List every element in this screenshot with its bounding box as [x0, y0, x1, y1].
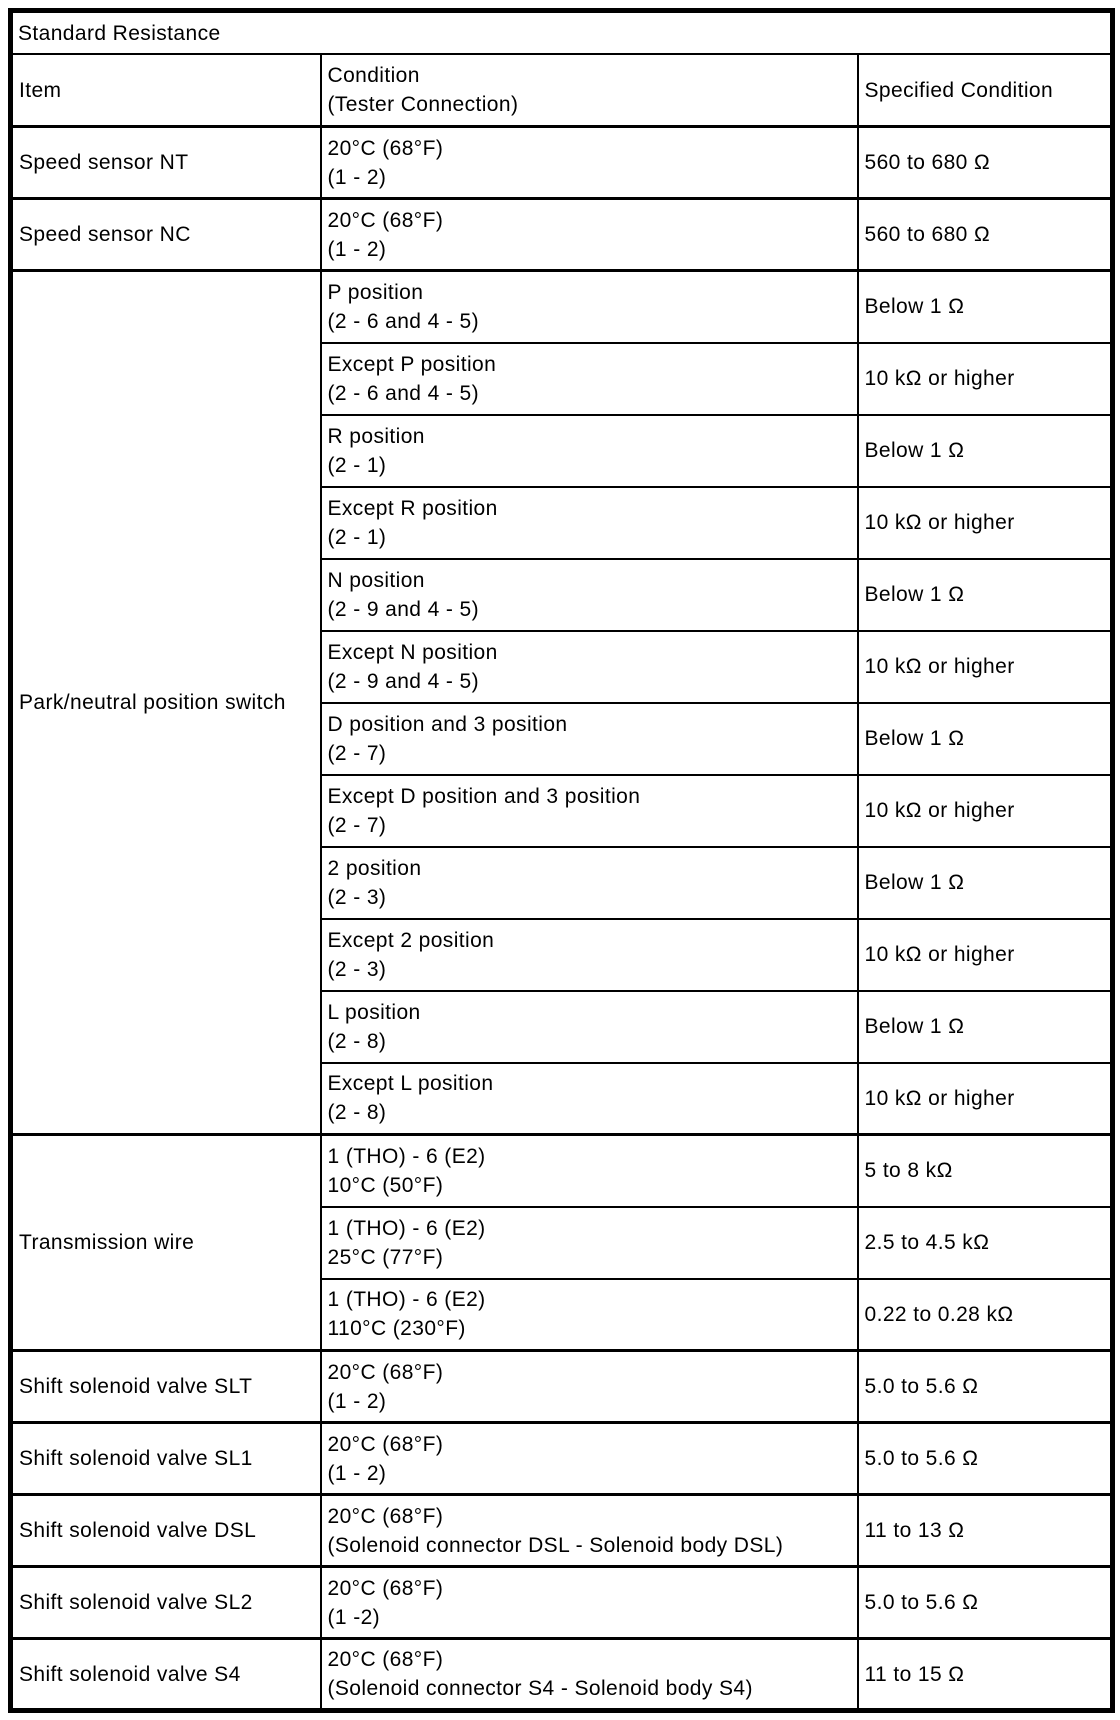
condition-line-1: P position: [327, 280, 424, 304]
specified-condition-cell: 0.22 to 0.28 kΩ: [858, 1279, 1113, 1351]
condition-line-1: D position and 3 position: [327, 712, 568, 736]
condition-cell: [321, 991, 858, 1063]
condition-line-2: (1 -2): [327, 1605, 381, 1629]
condition-cell: [321, 1207, 858, 1279]
condition-line-2: (1 - 2): [327, 1389, 387, 1413]
condition-line-2: (2 - 3): [327, 957, 387, 981]
specified-condition-cell: 5 to 8 kΩ: [858, 1135, 1113, 1207]
table-header-row: [11, 54, 1113, 127]
specified-condition-cell: 10 kΩ or higher: [858, 919, 1113, 991]
specified-condition-cell: Below 1 Ω: [858, 271, 1113, 343]
condition-cell: [321, 271, 858, 343]
table-title: Standard Resistance: [11, 11, 1113, 55]
condition-cell: [321, 1495, 858, 1567]
standard-resistance-table: [8, 8, 1115, 1713]
specified-condition-cell: 10 kΩ or higher: [858, 343, 1113, 415]
condition-cell: [321, 775, 858, 847]
condition-line-2: (Solenoid connector S4 - Solenoid body S4): [327, 1677, 753, 1700]
table-row: [11, 1135, 1113, 1207]
condition-cell: [321, 1567, 858, 1639]
condition-line-1: 20°C (68°F): [327, 1648, 444, 1671]
specified-condition-cell: 11 to 13 Ω: [858, 1495, 1113, 1567]
table-row: [11, 271, 1113, 343]
condition-cell: [321, 919, 858, 991]
condition-line-1: Except L position: [327, 1072, 494, 1096]
specified-condition-cell: 560 to 680 Ω: [858, 127, 1113, 199]
condition-line-2: (2 - 1): [327, 453, 387, 477]
condition-line-1: 20°C (68°F): [327, 1432, 444, 1456]
condition-cell: [321, 1423, 858, 1495]
item-cell: Shift solenoid valve SL2: [11, 1567, 321, 1639]
specified-condition-cell: 10 kΩ or higher: [858, 1063, 1113, 1135]
condition-line-1: Except 2 position: [327, 928, 495, 952]
condition-cell: [321, 1063, 858, 1135]
table-row: [11, 1423, 1113, 1495]
condition-line-2: (2 - 6 and 4 - 5): [327, 381, 480, 405]
condition-line-1: 1 (THO) - 6 (E2): [327, 1216, 486, 1240]
column-header-item: Item: [11, 54, 321, 127]
condition-line-1: 2 position: [327, 856, 422, 880]
specified-condition-cell: 2.5 to 4.5 kΩ: [858, 1207, 1113, 1279]
specified-condition-cell: Below 1 Ω: [858, 991, 1113, 1063]
specified-condition-cell: 5.0 to 5.6 Ω: [858, 1351, 1113, 1423]
condition-line-2: (2 - 9 and 4 - 5): [327, 597, 480, 621]
condition-line-1: R position: [327, 424, 425, 448]
condition-cell: [321, 631, 858, 703]
condition-line-1: 20°C (68°F): [327, 1504, 444, 1528]
item-cell: Shift solenoid valve SL1: [11, 1423, 321, 1495]
condition-line-1: N position: [327, 568, 425, 592]
column-header-condition: [321, 54, 858, 127]
specified-condition-cell: Below 1 Ω: [858, 559, 1113, 631]
condition-line-1: L position: [327, 1000, 421, 1024]
condition-line-2: (2 - 6 and 4 - 5): [327, 309, 480, 333]
table-row: [11, 127, 1113, 199]
condition-line-1: 20°C (68°F): [327, 1360, 444, 1384]
condition-line-1: Except R position: [327, 496, 498, 520]
condition-line-1: Except P position: [327, 352, 497, 376]
specified-condition-cell: 5.0 to 5.6 Ω: [858, 1423, 1113, 1495]
condition-cell: [321, 343, 858, 415]
condition-line-1: 20°C (68°F): [327, 208, 444, 232]
item-cell: Speed sensor NC: [11, 199, 321, 271]
condition-cell: [321, 127, 858, 199]
condition-line-2: (1 - 2): [327, 165, 387, 189]
condition-line-2: (2 - 8): [327, 1029, 387, 1053]
table-row: [11, 1351, 1113, 1423]
specified-condition-cell: Below 1 Ω: [858, 703, 1113, 775]
condition-cell: [321, 847, 858, 919]
table-row: [11, 1495, 1113, 1567]
condition-line-1: 20°C (68°F): [327, 1576, 444, 1600]
condition-cell: [321, 415, 858, 487]
specified-condition-cell: 560 to 680 Ω: [858, 199, 1113, 271]
column-header-specified-condition: Specified Condition: [858, 54, 1113, 127]
specified-condition-cell: 5.0 to 5.6 Ω: [858, 1567, 1113, 1639]
condition-line-2: 10°C (50°F): [327, 1173, 444, 1197]
condition-line-2: (2 - 9 and 4 - 5): [327, 669, 480, 693]
condition-line-2: (2 - 3): [327, 885, 387, 909]
condition-line-1: Except D position and 3 position: [327, 784, 641, 808]
table-row: [11, 1639, 1113, 1711]
item-cell: Shift solenoid valve S4: [11, 1639, 321, 1711]
condition-line-1: 1 (THO) - 6 (E2): [327, 1144, 486, 1168]
condition-line-1: 20°C (68°F): [327, 136, 444, 160]
specified-condition-cell: 10 kΩ or higher: [858, 775, 1113, 847]
item-cell: Speed sensor NT: [11, 127, 321, 199]
table-row: [11, 1567, 1113, 1639]
item-cell: Shift solenoid valve DSL: [11, 1495, 321, 1567]
condition-line-2: 110°C (230°F): [327, 1317, 466, 1341]
condition-line-2: (1 - 2): [327, 1461, 387, 1485]
condition-line-1: 1 (THO) - 6 (E2): [327, 1288, 486, 1312]
condition-cell: [321, 1135, 858, 1207]
item-cell: Transmission wire: [11, 1135, 321, 1351]
item-cell: Shift solenoid valve SLT: [11, 1351, 321, 1423]
condition-cell: [321, 703, 858, 775]
condition-line-2: (1 - 2): [327, 237, 387, 261]
condition-line-2: (Solenoid connector DSL - Solenoid body DSL): [327, 1533, 784, 1557]
condition-cell: [321, 1279, 858, 1351]
specified-condition-cell: 10 kΩ or higher: [858, 487, 1113, 559]
condition-cell: [321, 199, 858, 271]
specified-condition-cell: Below 1 Ω: [858, 415, 1113, 487]
condition-line-2: 25°C (77°F): [327, 1245, 444, 1269]
specified-condition-cell: 10 kΩ or higher: [858, 631, 1113, 703]
condition-line-2: (2 - 7): [327, 741, 387, 765]
condition-header-line-2: (Tester Connection): [327, 93, 519, 116]
condition-line-2: (2 - 1): [327, 525, 387, 549]
condition-cell: [321, 487, 858, 559]
condition-line-2: (2 - 7): [327, 813, 387, 837]
condition-line-1: Except N position: [327, 640, 498, 664]
condition-cell: [321, 1639, 858, 1711]
condition-header-line-1: Condition: [327, 64, 420, 87]
table-title-row: [11, 11, 1113, 55]
condition-cell: [321, 559, 858, 631]
condition-cell: [321, 1351, 858, 1423]
table-row: [11, 199, 1113, 271]
item-cell: Park/neutral position switch: [11, 271, 321, 1135]
condition-line-2: (2 - 8): [327, 1101, 387, 1125]
specified-condition-cell: Below 1 Ω: [858, 847, 1113, 919]
specified-condition-cell: 11 to 15 Ω: [858, 1639, 1113, 1711]
